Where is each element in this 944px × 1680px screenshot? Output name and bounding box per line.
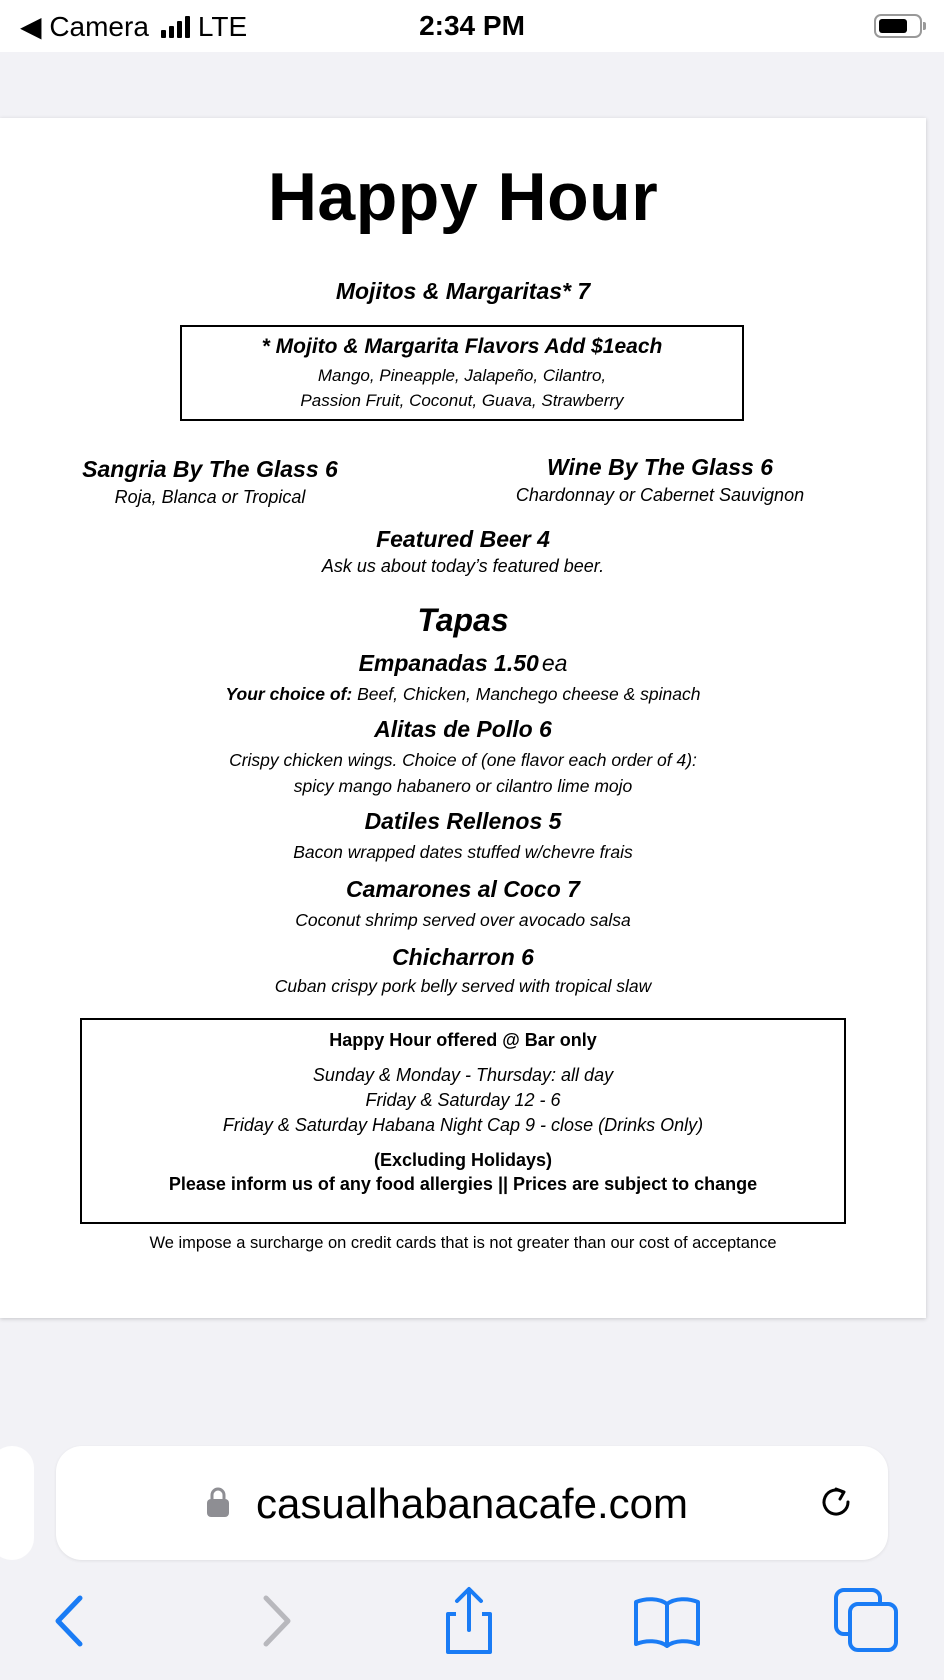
excluding-line: (Excluding Holidays) (373, 1150, 553, 1170)
page-title: Happy Hour (267, 159, 659, 235)
offered-line: Happy Hour offered @ Bar only (329, 1030, 597, 1050)
hours-line-3: Friday & Saturday Habana Night Cap 9 - close (Drinks Only) (222, 1115, 704, 1135)
alitas-title: Alitas de Pollo 6 (374, 716, 552, 742)
hours-line-2: Friday & Saturday 12 - 6 (365, 1090, 561, 1110)
flavors-line-1: Mango, Pineapple, Jalapeño, Cilantro, (317, 366, 607, 385)
chicharron-title: Chicharron 6 (392, 944, 534, 970)
empanadas-unit: ea (541, 650, 568, 676)
empanadas-choice-line (0, 684, 926, 705)
forward-arrow-icon[interactable] (240, 1586, 310, 1656)
alitas-desc-1: Crispy chicken wings. Choice of (one flavor each order of 4): (229, 750, 697, 770)
empanadas-choice: Beef, Chicken, Manchego cheese & spinach (352, 684, 701, 704)
empanadas-title-line (0, 650, 926, 677)
mojitos-line: Mojitos & Margaritas* 7 (335, 278, 591, 304)
back-to-camera-link[interactable]: ◀ Camera (20, 11, 149, 42)
tabs-icon[interactable] (832, 1586, 902, 1656)
sangria-desc: Roja, Blanca or Tropical (114, 487, 306, 507)
network-label: LTE (197, 10, 248, 42)
datiles-title: Datiles Rellenos 5 (364, 808, 562, 834)
menu-page (0, 118, 926, 1318)
hours-box (80, 1018, 846, 1224)
beer-title: Featured Beer 4 (376, 526, 550, 552)
status-time: 2:34 PM (419, 10, 525, 41)
datiles-desc: Bacon wrapped dates stuffed w/chevre frais (293, 842, 633, 862)
tapas-heading: Tapas (417, 602, 509, 638)
sangria-section (40, 456, 380, 508)
previous-tab-peek[interactable] (0, 1446, 34, 1560)
empanadas-choice-label: Your choice of: (225, 684, 353, 704)
status-bar (0, 0, 944, 52)
beer-desc: Ask us about today’s featured beer. (321, 556, 605, 576)
camarones-title: Camarones al Coco 7 (346, 876, 580, 902)
browser-toolbar (0, 1586, 944, 1666)
flavors-box (180, 325, 744, 421)
surcharge-note: We impose a surcharge on credit cards that is not greater than our cost of acceptance (149, 1234, 777, 1252)
camarones-desc: Coconut shrimp served over avocado salsa (295, 910, 631, 930)
alitas-desc-2: spicy mango habanero or cilantro lime mojo (293, 776, 633, 796)
wine-section (480, 454, 840, 506)
reload-icon[interactable] (814, 1480, 858, 1524)
wine-desc: Chardonnay or Cabernet Sauvignon (515, 485, 805, 505)
back-arrow-icon[interactable] (36, 1586, 106, 1656)
address-bar[interactable] (56, 1446, 888, 1560)
flavors-title: * Mojito & Margarita Flavors Add $1each (261, 335, 663, 358)
share-icon[interactable] (434, 1586, 504, 1656)
bookmarks-icon[interactable] (632, 1586, 702, 1656)
allergies-line: Please inform us of any food allergies || Prices are subject to change (168, 1174, 758, 1194)
empanadas-title: Empanadas 1.50 (358, 650, 539, 676)
battery-icon (874, 14, 922, 38)
chicharron-desc: Cuban crispy pork belly served with tropical slaw (274, 976, 652, 996)
flavors-line-2: Passion Fruit, Coconut, Guava, Strawberry (300, 391, 624, 410)
url-text[interactable]: casualhabanacafe.com (256, 1480, 688, 1527)
sangria-title: Sangria By The Glass 6 (82, 456, 338, 482)
wine-title: Wine By The Glass 6 (546, 454, 774, 480)
hours-line-1: Sunday & Monday - Thursday: all day (312, 1065, 614, 1085)
